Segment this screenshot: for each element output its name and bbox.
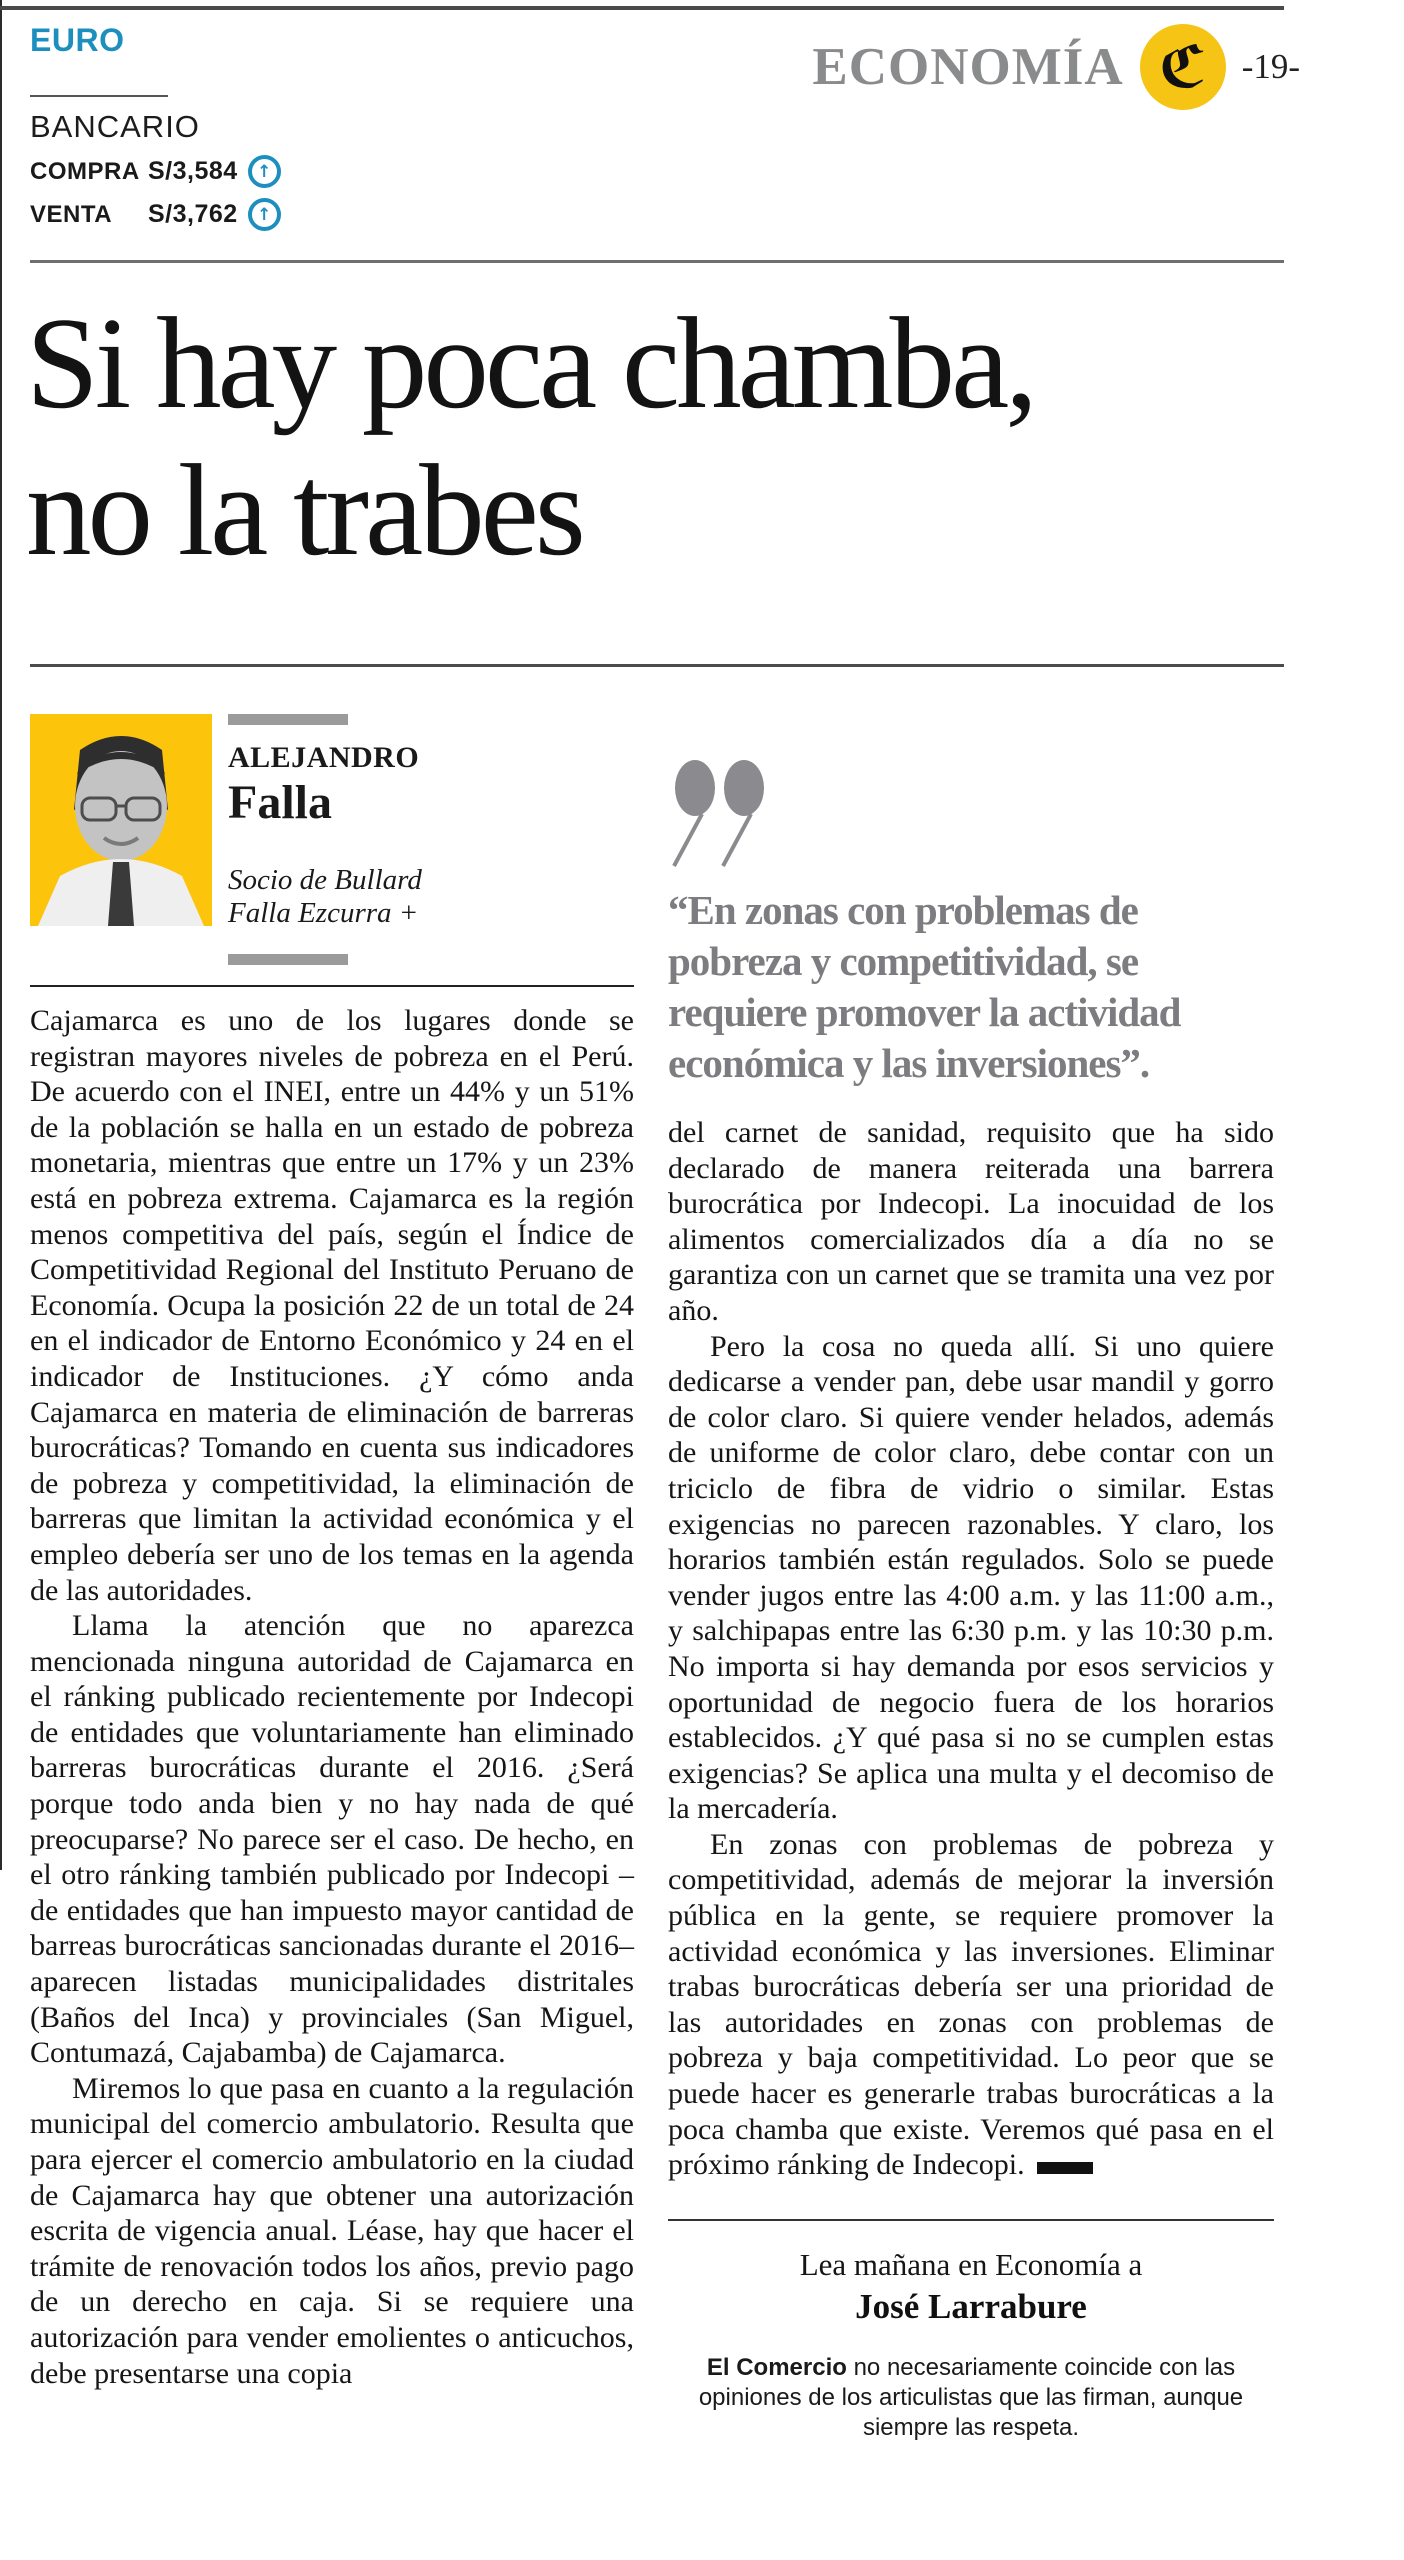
currency-row-compra: [30, 155, 281, 188]
top-border-rule: [0, 6, 1284, 10]
currency-subtitle: BANCARIO: [30, 109, 200, 144]
currency-divider: [30, 95, 168, 97]
headline-line-1: Si hay poca chamba,: [26, 291, 1035, 436]
venta-label: VENTA: [30, 200, 113, 228]
el-comercio-logo-icon: ℭ: [1140, 24, 1226, 110]
author-last-name: Falla: [228, 776, 332, 829]
currency-row-venta: [30, 198, 281, 231]
paragraph: Miremos lo que pasa en cuanto a la regulación municipal del comercio ambulatorio. Resulta que para ejercer el comercio ambulatorio en la ciudad de Cajamarca hay que obtener una autorización escrita de vigencia anual. Léase, hay que hacer el trámite de renovación todos los años, previo pago de un derecho en caja. Si se requiere una autorización para vender emolientes o anticuchos, debe presentarse una copia: [30, 2071, 634, 2390]
section-title: ECONOMÍA: [812, 38, 1124, 96]
author-body-divider-rule: [30, 985, 634, 987]
paragraph: del carnet de sanidad, requisito que ha sido declarado de manera reiterada una barrera burocrática por Indecopi. La inocuidad de los alimentos comercializados día a día no se garantiza con un carnet que se tramita una vez por año.: [668, 1116, 1274, 1327]
headline-divider-rule: [30, 664, 1284, 667]
header-divider-rule: [30, 260, 1284, 263]
promo-line: Lea mañana en Economía a: [799, 2246, 1143, 2282]
author-top-bar: [228, 714, 348, 725]
paragraph: [668, 1827, 1274, 2183]
author-role-line1: Socio de Bullard: [228, 864, 422, 896]
currency-title: EURO: [30, 22, 125, 58]
compra-value: S/3,584: [148, 157, 238, 185]
venta-value: S/3,762: [148, 200, 238, 228]
headline-line-2: no la trabes: [26, 438, 582, 583]
promo-author-name: José Larrabure: [855, 2286, 1087, 2326]
paragraph-text: En zonas con problemas de pobreza y competitividad, además de mejorar la inversión pública en la gente, se requiere promover la actividad económica y las inversiones. Eliminar trabas burocráticas debería ser una prioridad de las autoridades en zonas con problemas de pobreza y baja competitividad. Lo peor que se puede hacer es generarle trabas burocráticas a la poca chamba que existe. Veremos qué pasa en el próximo ránking de Indecopi.: [668, 1827, 1274, 2182]
author-bottom-bar: [228, 954, 348, 965]
paragraph: Llama la atención que no aparezca mencionada ninguna autoridad de Cajamarca en el ránking publicado recientemente por Indecopi de entidades que voluntariamente han eliminado barreras burocráticas durante el 2016. ¿Será porque todo anda bien y no hay nada de qué preocuparse? No parece ser el caso. De hecho, en el otro ránking también publicado por Indecopi –de entidades que han impuesto mayor cantidad de barreas burocráticas sancionadas durante el 2016– aparecen listadas municipalidades distritales (Baños del Inca) y provinciales (San Miguel, Contumazá, Cajabamba) de Cajamarca.: [30, 1609, 634, 2070]
up-arrow-icon: ↑: [248, 155, 281, 188]
left-column: [30, 702, 634, 2391]
disclaimer-text: no necesariamente coincide con las opiniones de los articulistas que las firman, aunque siempre las respeta.: [698, 2353, 1244, 2441]
column-divider-rule: [0, 0, 2, 1870]
author-first-name: ALEJANDRO: [228, 741, 420, 774]
up-arrow-icon: ↑: [248, 198, 281, 231]
paragraph: Cajamarca es uno de los lugares donde se registran mayores niveles de pobreza en el Perú. De acuerdo con el INEI, entre un 44% y un 51% de la población se halla en un estado de pobreza monetaria, mientras que entre un 17% y un 23% está en pobreza extrema. Cajamarca es la región menos competitiva del país, según el Índice de Competitividad Regional del Instituto Peruano de Economía. Ocupa la posición 22 de un total de 24 en el indicador de Entorno Económico y 24 en el indicador de Instituciones. ¿Y cómo anda Cajamarca en materia de eliminación de barreras burocráticas? Tomando en cuenta sus indicadores de pobreza y competitividad, la eliminación de barreras que limitan la actividad económica y el empleo debería ser uno de los temas en la agenda de las autoridades.: [30, 1004, 634, 1607]
article-headline: [26, 290, 1034, 584]
pull-quote: “En zonas con problemas de pobreza y competitividad, se requiere promover la actividad económica y las inversiones”.: [668, 887, 1181, 1086]
currency-block: [30, 22, 281, 231]
paragraph: Pero la cosa no queda allí. Si uno quiere dedicarse a vender pan, debe usar mandil y gorro de color claro. Si quiere vender helados, además de uniforme de color claro, debe contar con un triciclo de fibra de vidrio o similar. Estas exigencias no parecen razonables. Y claro, los horarios también están regulados. Solo se puede vender jugos entre las 4:00 a.m. y las 11:00 a.m., y salchipapas entre las 6:30 p.m. y las 10:30 p.m. No importa si hay demanda por esos servicios y oportunidad de negocio fuera de los horarios establecidos. ¿Y qué pasa si no se cumplen estas exigencias? Se aplica una multa y el decomiso de la mercadería.: [668, 1329, 1274, 1826]
author-info: [228, 714, 422, 965]
author-photo: [30, 714, 212, 926]
quote-icon: [668, 756, 798, 868]
compra-label: COMPRA: [30, 157, 140, 185]
column-footer: [668, 2219, 1274, 2443]
disclaimer-brand: El Comercio: [706, 2353, 847, 2381]
author-block: [30, 714, 634, 965]
article-right-body: [668, 1115, 1274, 2183]
right-column: [668, 702, 1274, 2443]
article-left-body: [30, 1003, 634, 2391]
disclaimer: [668, 2353, 1274, 2443]
page-number: -19-: [1241, 47, 1300, 86]
section-header: [812, 24, 1300, 110]
author-role-line2: Falla Ezcurra +: [228, 897, 419, 929]
end-of-article-mark: [1037, 2162, 1093, 2174]
footer-divider-rule: [668, 2219, 1274, 2221]
